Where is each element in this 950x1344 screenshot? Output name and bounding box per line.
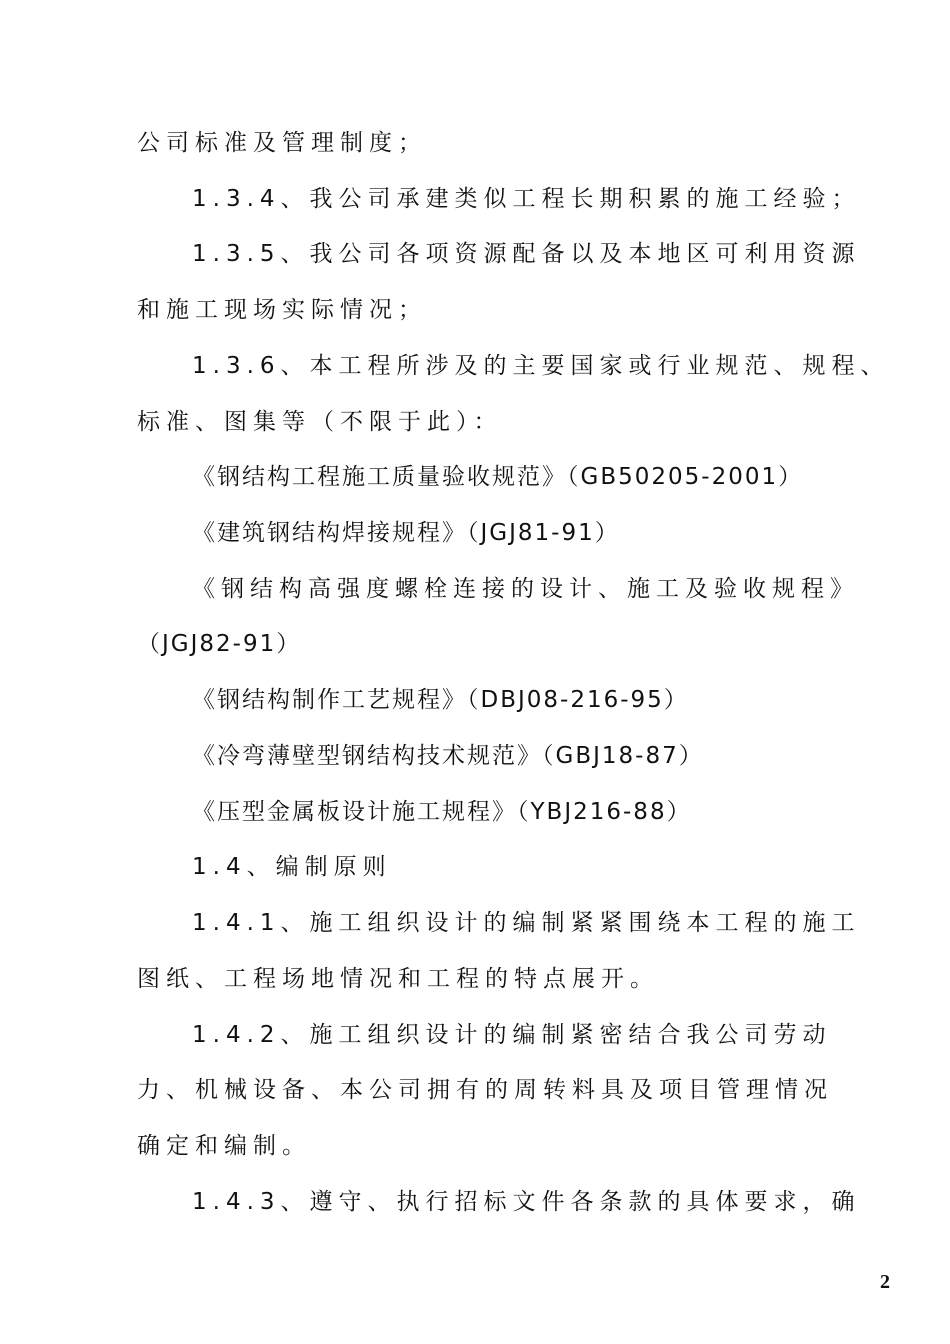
reference-line-5: 《冷弯薄壁型钢结构技术规范》（GBJ18-87）	[192, 743, 704, 769]
text-line-15: 1.4.1、施工组织设计的编制紧紧围绕本工程的施工	[192, 910, 861, 936]
text-line-16: 图纸、工程场地情况和工程的特点展开。	[137, 966, 659, 992]
reference-line-3-code: （JGJ82-91）	[137, 631, 302, 657]
reference-line-1: 《钢结构工程施工质量验收规范》（GB50205-2001）	[192, 464, 804, 490]
section-heading: 1.4、编制原则	[192, 854, 392, 880]
text-line-18: 力、机械设备、本公司拥有的周转料具及项目管理情况	[137, 1077, 833, 1103]
page-number: 2	[880, 1271, 890, 1293]
reference-line-2: 《建筑钢结构焊接规程》（JGJ81-91）	[192, 520, 620, 546]
text-line-5: 1.3.6、本工程所涉及的主要国家或行业规范、规程、	[192, 353, 890, 379]
text-line-1: 公司标准及管理制度；	[137, 130, 427, 156]
text-line-17: 1.4.2、施工组织设计的编制紧密结合我公司劳动	[192, 1022, 832, 1048]
text-line-20: 1.4.3、遵守、执行招标文件各条款的具体要求，确	[192, 1189, 861, 1215]
text-line-4: 和施工现场实际情况；	[137, 297, 427, 323]
text-line-6: 标准、图集等（不限于此）：	[137, 409, 503, 435]
reference-line-6: 《压型金属板设计施工规程》（YBJ216-88）	[192, 799, 692, 825]
reference-line-3: 《钢结构高强度螺栓连接的设计、施工及验收规程》	[192, 576, 859, 602]
text-line-19: 确定和编制。	[137, 1133, 311, 1159]
text-line-3: 1.3.5、我公司各项资源配备以及本地区可利用资源	[192, 241, 861, 267]
text-line-2: 1.3.4、我公司承建类似工程长期积累的施工经验；	[192, 186, 861, 212]
reference-line-4: 《钢结构制作工艺规程》（DBJ08-216-95）	[192, 687, 689, 713]
